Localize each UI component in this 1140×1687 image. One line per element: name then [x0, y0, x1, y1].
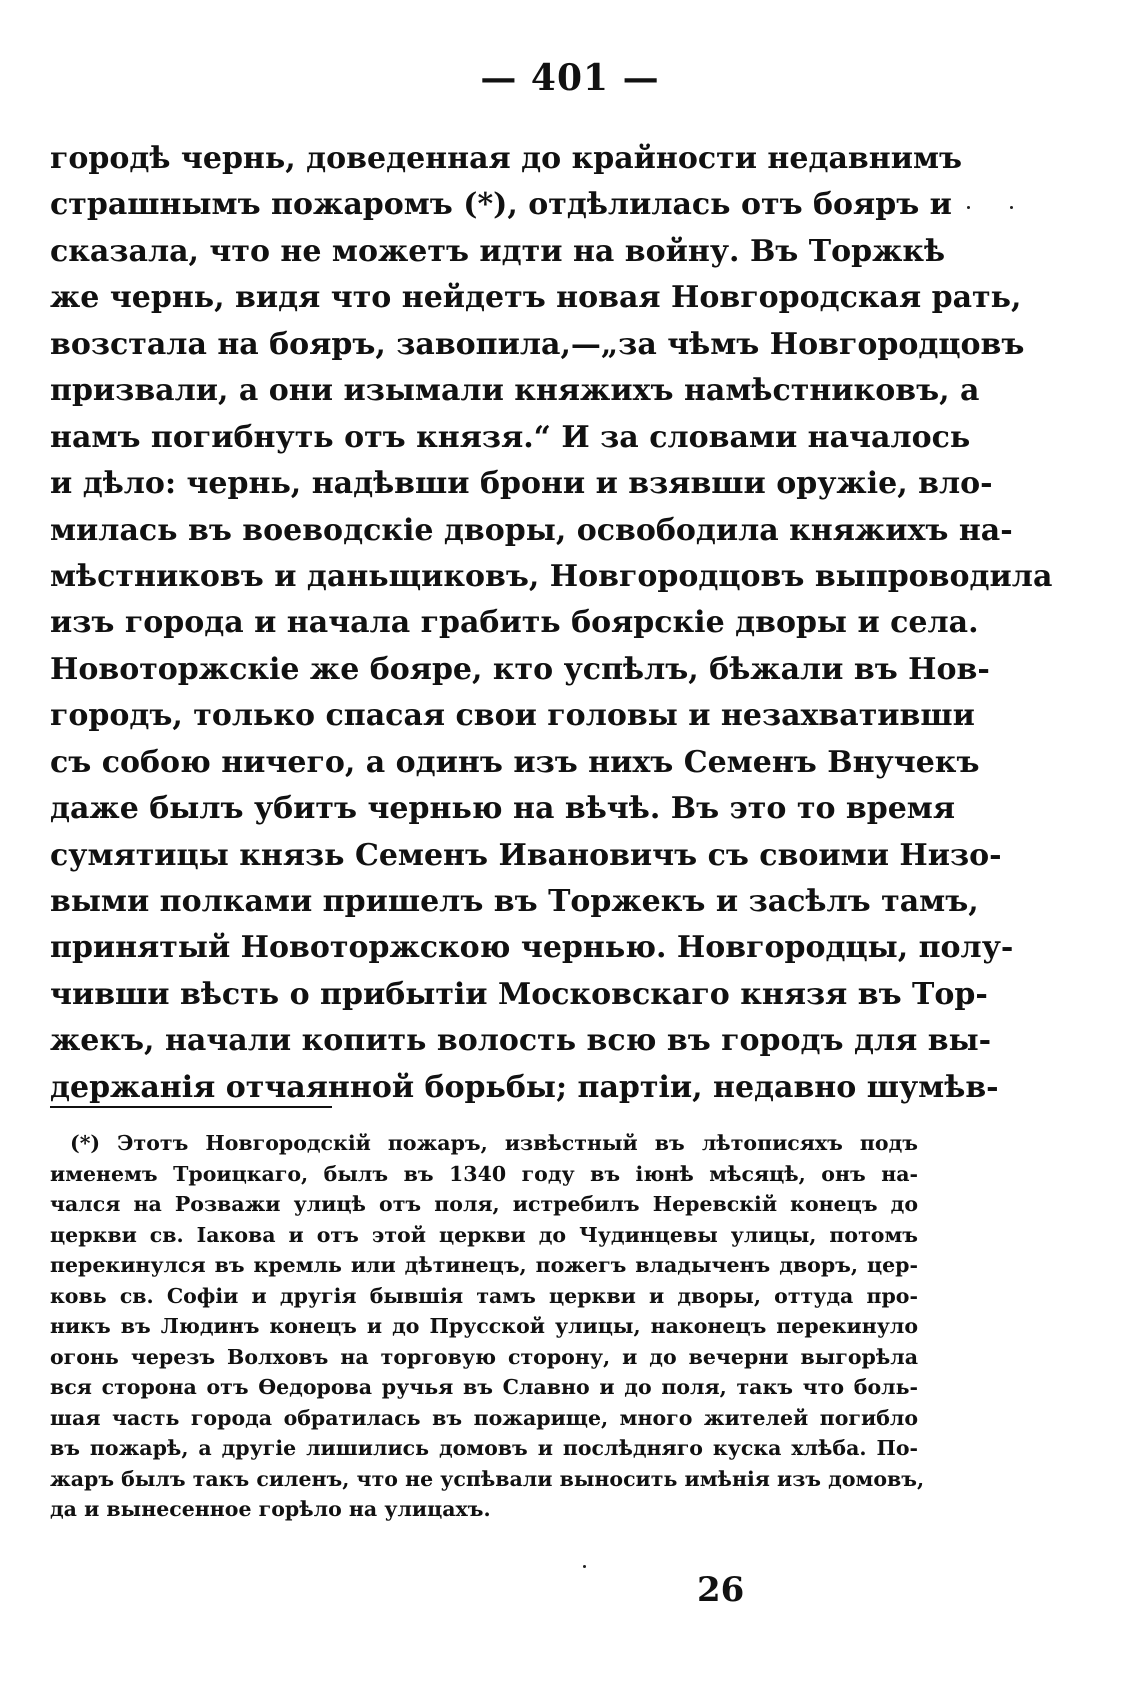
footnote-divider [50, 1106, 332, 1108]
text-line: сказала, что не можетъ идти на войну. Въ Торжкѣ [50, 233, 946, 269]
text-line: намъ погибнуть отъ князя.“ И за словами началось [50, 419, 971, 455]
footnote-line: никъ въ Людинъ конецъ и до Прусской улицы, наконецъ перекинуло [50, 1314, 918, 1338]
text-line: держанія отчаянной борьбы; партіи, недавно шумѣв- [50, 1069, 999, 1105]
text-line: даже былъ убитъ чернью на вѣчѣ. Въ это то время [50, 791, 956, 827]
text-line: возстала на бояръ, завопила,—„за чѣмъ Новгородцовъ [50, 326, 1025, 362]
text-line: и дѣло: чернь, надѣвши брони и взявши оружіе, вло- [50, 466, 993, 502]
text-line: съ собою ничего, а одинъ изъ нихъ Семенъ Внучекъ [50, 744, 980, 780]
print-speck [583, 1565, 586, 1568]
text-line: принятый Новоторжскою чернью. Новгородцы, полу- [50, 930, 1014, 966]
footnote-line: перекинулся въ кремль или дѣтинецъ, пожегъ владыченъ дворъ, цер- [50, 1253, 918, 1277]
text-line: призвали, а они изымали княжихъ намѣстниковъ, а [50, 373, 980, 409]
text-line: страшнымъ пожаромъ (*), отдѣлилась отъ бояръ и [50, 187, 952, 223]
footnote-line: церкви св. Іакова и отъ этой церкви до Чудинцевы улицы, потомъ [50, 1222, 918, 1247]
page-header-number: — 401 — [480, 57, 660, 99]
text-line: милась въ воеводскіе дворы, освободила княжихъ на- [50, 512, 1013, 548]
text-line: Новоторжскіе же бояре, кто успѣлъ, бѣжали въ Нов- [50, 651, 990, 687]
text-line: выми полками пришелъ въ Торжекъ и засѣлъ тамъ, [50, 884, 979, 919]
print-speck [1010, 206, 1013, 209]
footnote-line: огонь черезъ Волховъ на торговую сторону, и до вечерни выгорѣла [50, 1344, 918, 1369]
signature-mark: 26 [697, 1570, 745, 1610]
text-line: мѣстниковъ и даньщиковъ, Новгородцовъ выпроводила [50, 558, 1053, 594]
text-line: городъ, только спасая свои головы и незахвативши [50, 698, 975, 734]
text-line: же чернь, видя что нейдетъ новая Новгородская рать, [50, 280, 1022, 316]
footnote-line: шая часть города обратилась въ пожарище, много жителей погибло [50, 1405, 918, 1430]
text-line: чивши вѣсть о прибытіи Московскаго князя въ Тор- [50, 976, 988, 1012]
footnote-line: (*) Этотъ Новгородскій пожаръ, извѣстный въ лѣтописяхъ подъ [70, 1131, 918, 1155]
text-line: городѣ чернь, доведенная до крайности недавнимъ [50, 141, 963, 176]
footnote-line: ковь св. Софіи и другія бывшія тамъ церкви и дворы, оттуда про- [50, 1283, 918, 1308]
footnote-line: чался на Розважи улицѣ отъ поля, истребилъ Неревскій конецъ до [50, 1192, 918, 1216]
footnote-block [50, 1128, 925, 1525]
footnote-line: въ пожарѣ, а другіе лишились домовъ и послѣдняго куска хлѣба. По- [50, 1436, 918, 1460]
text-line: изъ города и начала грабить боярскіе дворы и села. [50, 605, 979, 641]
text-line: жекъ, начали копить волость всю въ городъ для вы- [50, 1023, 992, 1059]
text-line: сумятицы князь Семенъ Ивановичъ съ своими Низо- [50, 837, 1002, 873]
print-speck [967, 206, 970, 209]
footnote-line: вся сторона отъ Ѳедорова ручья въ Славно и до поля, такъ что боль- [50, 1375, 918, 1399]
main-text-block [50, 136, 1053, 1111]
footnote-line: именемъ Троицкаго, былъ въ 1340 году въ іюнѣ мѣсяцѣ, онъ на- [50, 1161, 918, 1186]
footnote-line: жаръ былъ такъ силенъ, что не успѣвали выносить имѣнія изъ домовъ, [50, 1466, 925, 1491]
footnote-line: да и вынесенное горѣло на улицахъ. [50, 1497, 491, 1521]
